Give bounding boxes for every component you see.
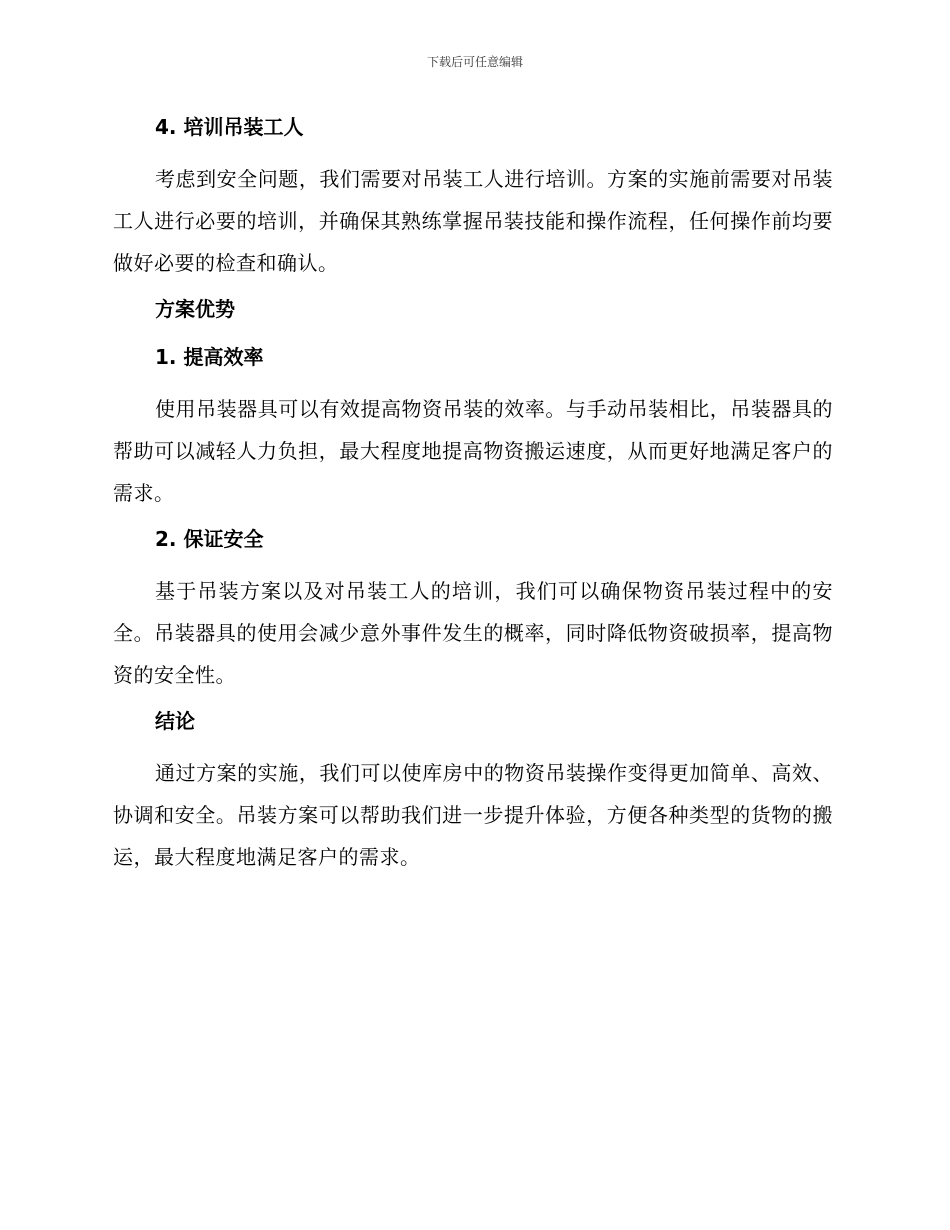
page-header: 下载后可任意编辑: [426, 55, 523, 69]
heading-train-workers: 4. 培训吊装工人: [155, 115, 304, 139]
document-body: [113, 110, 833, 886]
heading-conclusion: 结论: [155, 709, 195, 733]
heading-safety: 2. 保证安全: [155, 527, 264, 551]
paragraph-train-workers: 考虑到安全问题，我们需要对吊装工人进行培训。方案的实施前需要对吊装工人进行必要的培训，并确保其熟练掌握吊装技能和操作流程，任何操作前均要做好必要的检查和确认。: [113, 167, 833, 275]
paragraph-safety: 基于吊装方案以及对吊装工人的培训，我们可以确保物资吊装过程中的安全。吊装器具的使用会减少意外事件发生的概率，同时降低物资破损率，提高物资的安全性。: [113, 579, 833, 687]
paragraph-efficiency: 使用吊装器具可以有效提高物资吊装的效率。与手动吊装相比，吊装器具的帮助可以减轻人力负担，最大程度地提高物资搬运速度，从而更好地满足客户的需求。: [113, 397, 833, 505]
paragraph-conclusion: 通过方案的实施，我们可以使库房中的物资吊装操作变得更加简单、高效、协调和安全。吊装方案可以帮助我们进一步提升体验，方便各种类型的货物的搬运，最大程度地满足客户的需求。: [113, 761, 833, 869]
heading-efficiency: 1. 提高效率: [155, 345, 264, 369]
heading-advantages: 方案优势: [155, 297, 235, 321]
